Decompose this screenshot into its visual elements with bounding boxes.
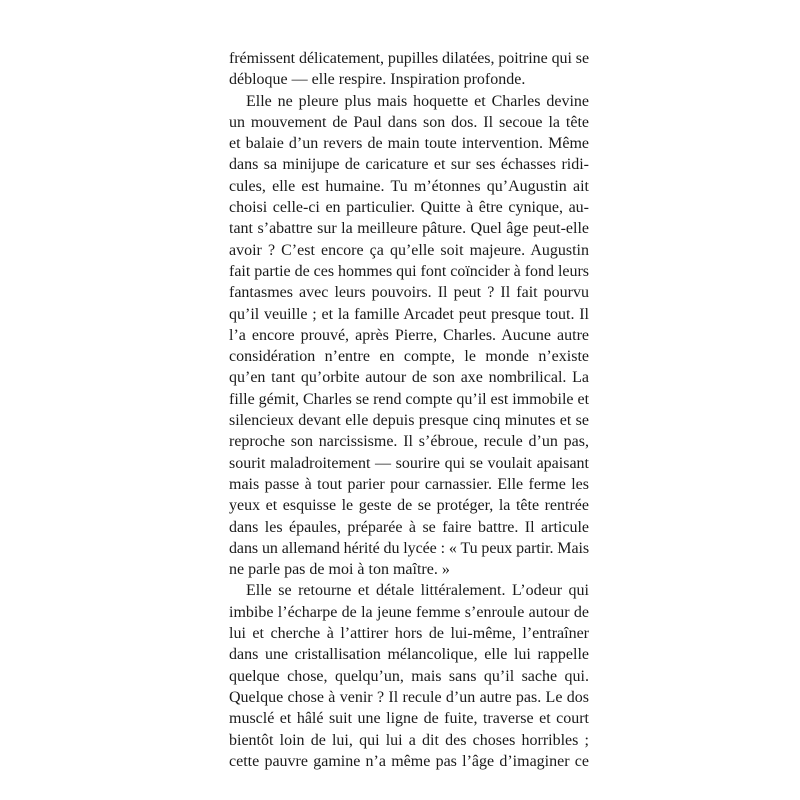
text-line: musclé et hâlé suit une ligne de fuite, traverse et court	[229, 710, 589, 728]
body-text	[229, 48, 589, 772]
text-line: dans les épaules, préparée à se faire battre. Il articule	[229, 518, 589, 536]
text-line: dans sa minijupe de caricature et sur ses échasses ridi-	[229, 156, 589, 174]
text-line: dans un allemand hérité du lycée : « Tu peux partir. Mais	[229, 539, 589, 557]
text-line: cules, elle est humaine. Tu m’étonnes qu’Augustin ait	[229, 177, 589, 195]
text-line: sourit maladroitement — sourire qui se voulait apaisant	[229, 454, 589, 472]
text-line: cette pauvre gamine n’a même pas l’âge d’imaginer ce	[229, 752, 589, 770]
text-line: Elle se retourne et détale littéralement. L’odeur qui	[246, 582, 589, 600]
text-line: silencieux devant elle depuis presque cinq minutes et se	[229, 412, 589, 430]
text-line: l’a encore prouvé, après Pierre, Charles. Aucune autre	[229, 326, 589, 344]
text-line: un mouvement de Paul dans son dos. Il secoue la tête	[229, 113, 589, 131]
text-line: fantasmes avec leurs pouvoirs. Il peut ? Il fait pourvu	[229, 284, 589, 302]
text-line: choisi celle-ci en particulier. Quitte à être cynique, au-	[229, 199, 589, 217]
text-line: yeux et esquisse le geste de se protéger, la tête rentrée	[229, 497, 589, 515]
text-line: qu’il veuille ; et la famille Arcadet peut presque tout. Il	[229, 305, 589, 323]
text-line: tant s’abattre sur la meilleure pâture. Quel âge peut-elle	[229, 220, 589, 238]
text-line: ne parle pas de moi à ton maître. »	[229, 561, 450, 579]
text-line: avoir ? C’est encore ça qu’elle soit majeure. Augustin	[229, 241, 589, 259]
text-line: qu’en tant qu’orbite autour de son axe nombrilical. La	[229, 369, 589, 387]
text-line: dans une cristallisation mélancolique, elle lui rappelle	[229, 646, 589, 664]
text-line: fait partie de ces hommes qui font coïncider à fond leurs	[229, 262, 590, 280]
text-line: mais passe à tout parier pour carnassier. Elle ferme les	[229, 475, 589, 493]
text-line: Quelque chose à venir ? Il recule d’un autre pas. Le dos	[229, 688, 589, 706]
text-line: quelque chose, quelqu’un, mais sans qu’il sache qui.	[229, 667, 589, 685]
text-line: bientôt loin de lui, qui lui a dit des choses horribles ;	[229, 731, 589, 749]
text-line: fille gémit, Charles se rend compte qu’il est immobile et	[229, 390, 589, 408]
text-line: reproche son narcissisme. Il s’ébroue, recule d’un pas,	[229, 433, 589, 451]
text-line: débloque — elle respire. Inspiration profonde.	[229, 71, 526, 89]
text-line: et balaie d’un revers de main toute intervention. Même	[229, 135, 589, 153]
text-line: lui et cherche à l’attirer hors de lui-même, l’entraîner	[229, 625, 589, 643]
text-line: imbibe l’écharpe de la jeune femme s’enroule autour de	[229, 603, 589, 621]
text-line: Elle ne pleure plus mais hoquette et Charles devine	[246, 92, 589, 110]
text-line: frémissent délicatement, pupilles dilatées, poitrine qui se	[229, 50, 589, 67]
text-line: considération n’entre en compte, le monde n’existe	[229, 348, 589, 366]
